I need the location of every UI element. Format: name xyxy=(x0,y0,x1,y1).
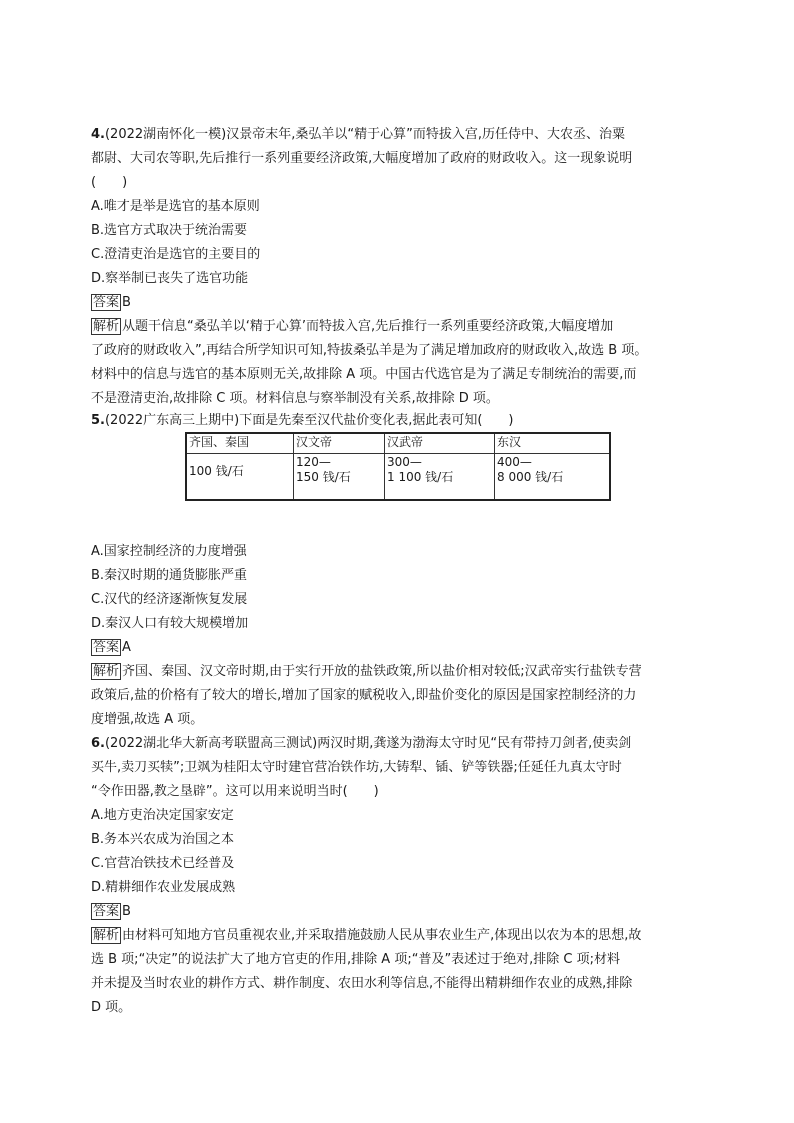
analysis-tag: 解析 xyxy=(93,664,120,679)
q6-option-d: D.精耕细作农业发展成熟 xyxy=(91,880,236,895)
q6-answer xyxy=(91,904,131,920)
q4-answer xyxy=(91,295,131,311)
q4-stem-line-2: 都尉、大司农等职,先后推行一系列重要经济政策,大幅度增加了政府的财政收入。这一现象说明 xyxy=(91,151,633,166)
table-cell: 100 钱/石 xyxy=(186,454,294,501)
q4-option-b: B.选官方式取决于统治需要 xyxy=(91,223,248,238)
q5-number: 5. xyxy=(91,413,105,428)
table-header-cell: 齐国、秦国 xyxy=(186,433,294,454)
table-header-row xyxy=(186,433,610,454)
q5-analysis-line-3: 度增强,故选 A 项。 xyxy=(91,712,204,727)
q6-analysis-line-1: 解析 由材料可知地方官员重视农业,并采取措施鼓励人民从事农业生产,体现出以农为本的思想,故 xyxy=(93,928,642,943)
q6-analysis-line-4: D 项。 xyxy=(91,1000,132,1015)
q5-answer xyxy=(91,640,131,656)
q4-number: 4. xyxy=(91,127,105,142)
q4-option-c: C.澄清吏治是选官的主要目的 xyxy=(91,247,261,262)
q6-option-a: A.地方吏治决定国家安定 xyxy=(91,808,234,823)
q6-analysis-line-2: 选 B 项;“决定”的说法扩大了地方官吏的作用,排除 A 项;“普及”表述过于绝对,排除 C 项;材料 xyxy=(91,952,621,967)
q5-option-d: D.秦汉人口有较大规模增加 xyxy=(91,616,249,631)
answer-tag: 答案 xyxy=(93,640,120,655)
table-header-cell: 东汉 xyxy=(495,433,611,454)
q5-analysis-line-1: 解析 齐国、秦国、汉文帝时期,由于实行开放的盐铁政策,所以盐价相对较低;汉武帝实行盐铁专营 xyxy=(93,664,642,679)
q6-stem-line-2: 买牛,卖刀买犊”;卫飒为桂阳太守时建官营冶铁作坊,大铸犁、锸、铲等铁器;任延任九真太守时 xyxy=(91,760,622,775)
analysis-tag: 解析 xyxy=(93,928,120,943)
q6-option-b: B.务本兴农成为治国之本 xyxy=(91,832,235,847)
table-header-cell: 汉武帝 xyxy=(385,433,495,454)
q6-option-c: C.官营冶铁技术已经普及 xyxy=(91,856,235,871)
q4-analysis-line-3: 材料中的信息与选官的基本原则无关,故排除 A 项。中国古代选官是为了满足专制统治的需要,而 xyxy=(91,367,637,382)
answer-tag: 答案 xyxy=(93,295,120,310)
q5-analysis-line-2: 政策后,盐的价格有了较大的增长,增加了国家的赋税收入,即盐价变化的原因是国家控制经济的力 xyxy=(91,688,637,703)
q4-option-d: D.察举制已丧失了选官功能 xyxy=(91,271,249,286)
q4-answer-value: B xyxy=(122,295,131,310)
q4-stem-line-1: 4.(2022湖南怀化一模)汉景帝末年,桑弘羊以“精于心算”而特拔入宫,历任侍中、大农丞、治粟 xyxy=(91,127,625,142)
q6-stem-line-3: “令作田器,教之垦辟”。这可以用来说明当时( ) xyxy=(91,784,379,799)
q6-analysis-line-3: 并未提及当时农业的耕作方式、耕作制度、农田水利等信息,不能得出精耕细作农业的成熟,排除 xyxy=(91,976,633,991)
q5-stem-line-1: 5.(2022广东高三上期中)下面是先秦至汉代盐价变化表,据此表可知( ) xyxy=(91,413,514,428)
q4-analysis-line-2: 了政府的财政收入”,再结合所学知识可知,特拔桑弘羊是为了满足增加政府的财政收入,故选 B 项。 xyxy=(91,343,648,358)
table-cell: 120— 150 钱/石 xyxy=(294,454,385,501)
analysis-tag: 解析 xyxy=(93,319,120,334)
salt-price-table xyxy=(185,432,611,501)
q4-analysis-line-4: 不是澄清吏治,故排除 C 项。材料信息与察举制没有关系,故排除 D 项。 xyxy=(91,391,499,406)
q4-analysis-line-1: 解析 从题干信息“桑弘羊以‘精于心算’而特拔入宫,先后推行一系列重要经济政策,大幅度增加 xyxy=(93,319,614,334)
q5-answer-value: A xyxy=(122,640,131,655)
q6-number: 6. xyxy=(91,736,105,751)
q5-option-b: B.秦汉时期的通货膨胀严重 xyxy=(91,568,248,583)
answer-tag: 答案 xyxy=(93,904,120,919)
q4-answer-bracket: ( ) xyxy=(91,175,128,190)
q6-stem-line-1: 6.(2022湖北华大新高考联盟高三测试)两汉时期,龚遂为渤海太守时见“民有带持刀剑者,使卖剑 xyxy=(91,736,632,751)
table-row xyxy=(186,454,610,501)
table-header-cell: 汉文帝 xyxy=(294,433,385,454)
q6-answer-value: B xyxy=(122,904,131,919)
q4-option-a: A.唯才是举是选官的基本原则 xyxy=(91,199,260,214)
table-cell: 300— 1 100 钱/石 xyxy=(385,454,495,501)
q5-option-a: A.国家控制经济的力度增强 xyxy=(91,544,247,559)
q5-option-c: C.汉代的经济逐渐恢复发展 xyxy=(91,592,248,607)
table-cell: 400— 8 000 钱/石 xyxy=(495,454,611,501)
